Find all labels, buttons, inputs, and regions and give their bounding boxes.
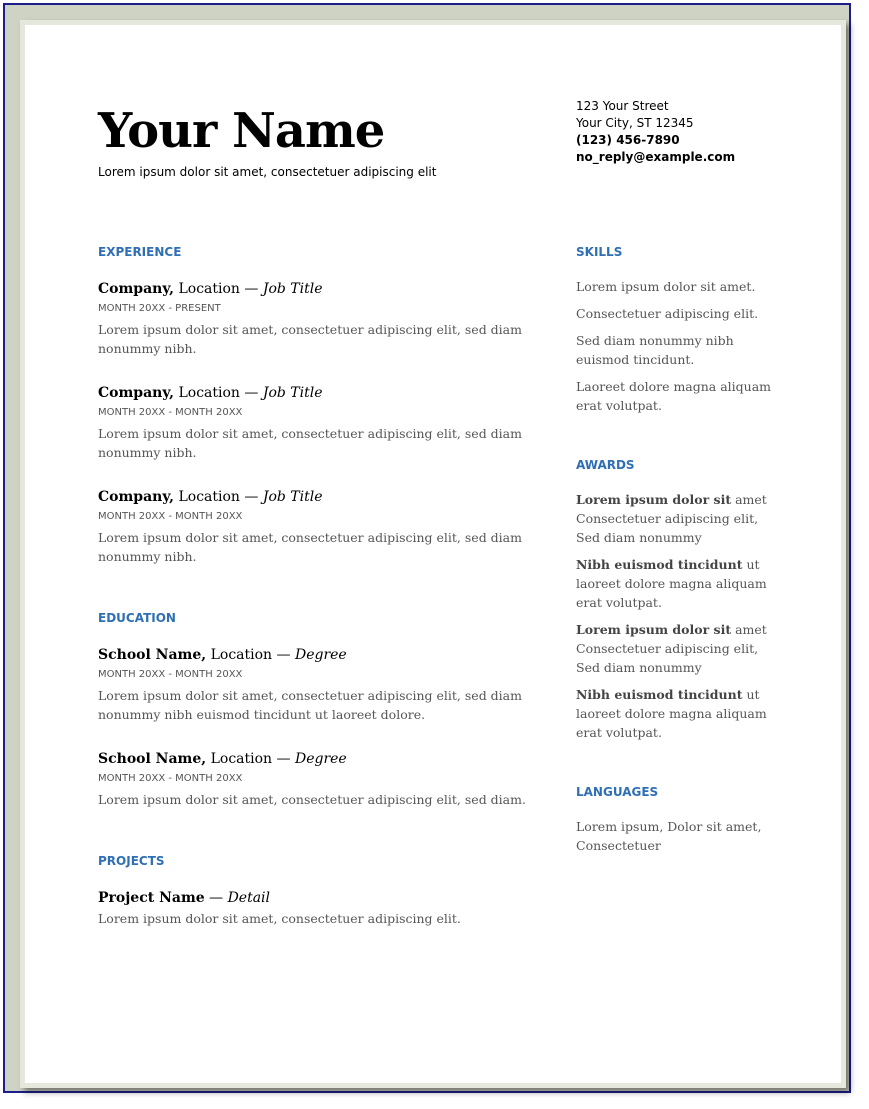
entry-date: MONTH 20XX - PRESENT	[98, 303, 221, 314]
entry-description: Lorem ipsum dolor sit amet, consectetuer adipiscing elit, sed diam nonummy nibh.	[98, 322, 522, 356]
entry-description: Lorem ipsum dolor sit amet, consectetuer adipiscing elit, sed diam nonummy nibh.	[98, 530, 522, 564]
resume-paper	[25, 25, 841, 1083]
entry-org: Company,	[98, 489, 175, 505]
award-text: ut laoreet dolore magna aliquam erat volutpat.	[576, 687, 767, 740]
section-heading-projects: PROJECTS	[98, 854, 165, 868]
entry-role: Job Title	[262, 281, 323, 297]
languages-text: Lorem ipsum, Dolor sit amet, Consectetuer	[576, 819, 762, 853]
resume-tagline: Lorem ipsum dolor sit amet, consectetuer adipiscing elit	[98, 165, 437, 179]
skill-item: Sed diam nonummy nibh euismod tincidunt.	[576, 333, 734, 367]
entry-location: Location —	[178, 281, 259, 297]
education-entry	[98, 646, 538, 724]
entry-location: Location —	[210, 647, 291, 663]
entry-title	[98, 889, 538, 907]
entry-description: Lorem ipsum dolor sit amet, consectetuer adipiscing elit, sed diam nonummy nibh.	[98, 426, 522, 460]
entry-location: Location —	[210, 751, 291, 767]
entry-location: Location —	[178, 489, 259, 505]
award-text: amet Consectetuer adipiscing elit, Sed diam nonummy	[576, 622, 767, 675]
entry-description: Lorem ipsum dolor sit amet, consectetuer adipiscing elit, sed diam.	[98, 792, 526, 807]
project-separator: —	[209, 890, 224, 906]
entry-role: Degree	[294, 751, 347, 767]
awards-list	[576, 490, 776, 750]
contact-block	[576, 98, 735, 166]
resume-name: Your Name	[98, 103, 385, 159]
award-title: Nibh euismod tincidunt	[576, 687, 743, 702]
skills-list	[576, 277, 776, 423]
award-item	[576, 620, 776, 677]
contact-phone: (123) 456-7890	[576, 133, 680, 147]
entry-date: MONTH 20XX - MONTH 20XX	[98, 669, 243, 680]
entry-title	[98, 280, 538, 298]
entry-location: Location —	[178, 385, 259, 401]
project-detail: Detail	[227, 890, 271, 906]
entry-org: School Name,	[98, 647, 207, 663]
award-item	[576, 490, 776, 547]
experience-entry	[98, 488, 538, 566]
entry-org: Company,	[98, 281, 175, 297]
project-entry	[98, 889, 538, 928]
contact-email: no_reply@example.com	[576, 150, 736, 164]
entry-role: Job Title	[262, 385, 323, 401]
entry-date: MONTH 20XX - MONTH 20XX	[98, 511, 243, 522]
contact-street: 123 Your Street	[576, 99, 669, 113]
award-title: Lorem ipsum dolor sit	[576, 622, 732, 637]
entry-role: Job Title	[262, 489, 323, 505]
entry-title	[98, 384, 538, 402]
award-item	[576, 685, 776, 742]
contact-city: Your City, ST 12345	[576, 116, 694, 130]
entry-date: MONTH 20XX - MONTH 20XX	[98, 773, 243, 784]
entry-title	[98, 646, 538, 664]
entry-title	[98, 750, 538, 768]
section-heading-experience: EXPERIENCE	[98, 245, 182, 259]
skill-item: Lorem ipsum dolor sit amet.	[576, 279, 756, 294]
award-title: Nibh euismod tincidunt	[576, 557, 743, 572]
entry-org: School Name,	[98, 751, 207, 767]
award-text: amet Consectetuer adipiscing elit, Sed diam nonummy	[576, 492, 767, 545]
experience-entry	[98, 384, 538, 462]
entry-description: Lorem ipsum dolor sit amet, consectetuer adipiscing elit.	[98, 911, 461, 926]
entry-date: MONTH 20XX - MONTH 20XX	[98, 407, 243, 418]
section-heading-education: EDUCATION	[98, 611, 176, 625]
section-heading-skills: SKILLS	[576, 245, 623, 259]
entry-description: Lorem ipsum dolor sit amet, consectetuer adipiscing elit, sed diam nonummy nibh euismod tincidunt ut laoreet dolore.	[98, 688, 522, 722]
section-heading-awards: AWARDS	[576, 458, 635, 472]
award-item	[576, 555, 776, 612]
entry-title	[98, 488, 538, 506]
project-name: Project Name	[98, 890, 205, 906]
experience-entry	[98, 280, 538, 358]
skill-item: Laoreet dolore magna aliquam erat volutpat.	[576, 379, 772, 413]
award-title: Lorem ipsum dolor sit	[576, 492, 732, 507]
entry-org: Company,	[98, 385, 175, 401]
award-text: ut laoreet dolore magna aliquam erat volutpat.	[576, 557, 767, 610]
skill-item: Consectetuer adipiscing elit.	[576, 306, 759, 321]
education-entry	[98, 750, 538, 809]
section-heading-languages: LANGUAGES	[576, 785, 659, 799]
resume-page	[20, 20, 846, 1088]
entry-role: Degree	[294, 647, 347, 663]
